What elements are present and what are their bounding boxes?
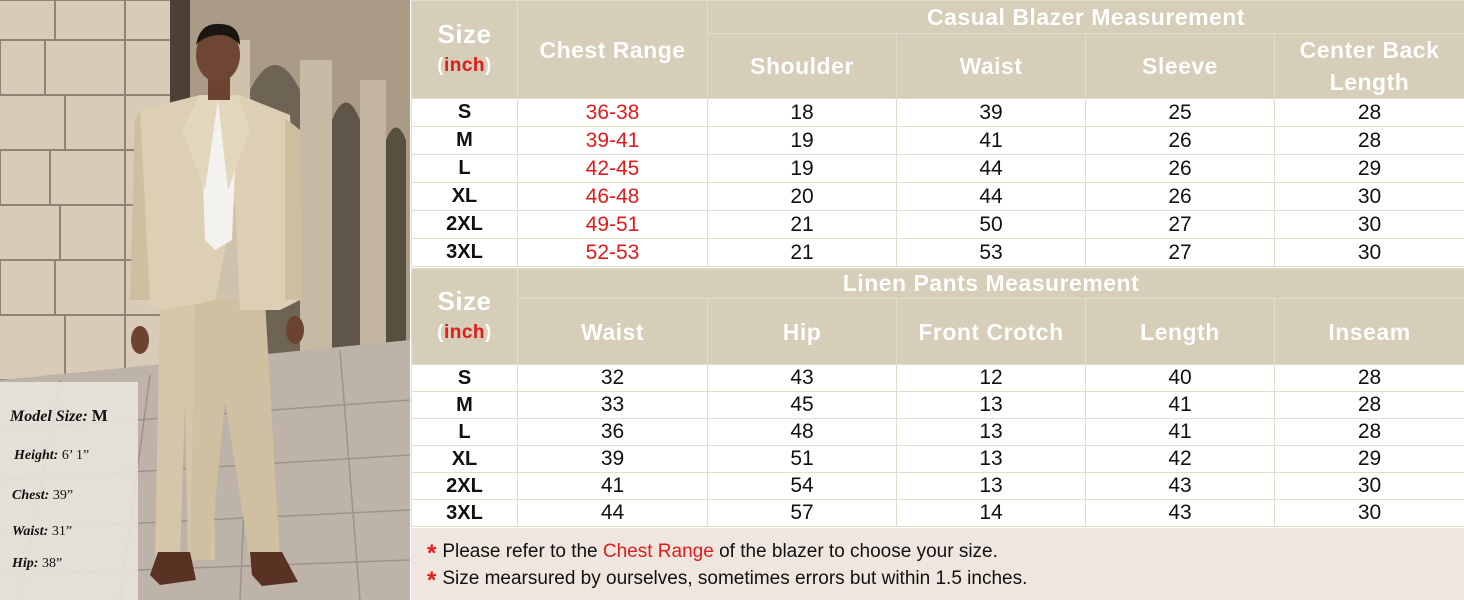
measurement-cell: 28: [1275, 99, 1464, 127]
measurement-cell: 18: [708, 99, 897, 127]
measurement-cell: 14: [897, 500, 1086, 527]
pants-header-inseam: Inseam: [1275, 299, 1464, 365]
table-row: [412, 365, 1464, 392]
measurement-cell: 43: [1086, 500, 1275, 527]
pants-header-waist: Waist: [518, 299, 708, 365]
size-cell: M: [412, 392, 518, 419]
measurement-cell: 39: [897, 99, 1086, 127]
size-cell: 3XL: [412, 239, 518, 267]
table-row: [412, 500, 1464, 527]
measurement-cell: 13: [897, 392, 1086, 419]
measurement-cell: 44: [897, 183, 1086, 211]
size-cell: XL: [412, 446, 518, 473]
measurement-cell: 42: [1086, 446, 1275, 473]
measurement-cell: 13: [897, 446, 1086, 473]
blazer-table-body: [412, 99, 1464, 267]
measurement-cell: 28: [1275, 419, 1464, 446]
measurement-cell: 41: [1086, 419, 1275, 446]
size-chart: [411, 0, 1464, 528]
measurement-cell: 57: [708, 500, 897, 527]
measurement-cell: 26: [1086, 127, 1275, 155]
table-row: [412, 211, 1464, 239]
measurement-cell: 21: [708, 211, 897, 239]
measurement-cell: 13: [897, 473, 1086, 500]
table-row: [412, 473, 1464, 500]
measurement-cell: 40: [1086, 365, 1275, 392]
size-cell: L: [412, 155, 518, 183]
measurement-cell: 39: [518, 446, 708, 473]
measurement-cell: 52-53: [518, 239, 708, 267]
table-row: [412, 155, 1464, 183]
measurement-cell: 54: [708, 473, 897, 500]
blazer-header-shoulder: Shoulder: [708, 34, 897, 99]
note-star-icon: *: [427, 567, 437, 594]
measurement-cell: 29: [1275, 155, 1464, 183]
measurement-cell: 44: [518, 500, 708, 527]
pants-size-unit: (inch): [437, 321, 492, 343]
size-cell: L: [412, 419, 518, 446]
model-photo: [0, 0, 410, 600]
size-cell: XL: [412, 183, 518, 211]
model-hip-label: Hip:: [12, 556, 39, 571]
size-cell: S: [412, 365, 518, 392]
blazer-size-header-label: Size: [437, 18, 492, 49]
measurement-cell: 29: [1275, 446, 1464, 473]
measurement-cell: 43: [1086, 473, 1275, 500]
note1-text-after: of the blazer to choose your size.: [713, 541, 998, 562]
model-size-row: [10, 406, 108, 426]
model-waist-label: Waist:: [12, 524, 49, 539]
note-star-icon: *: [427, 540, 437, 567]
measurement-cell: 27: [1086, 239, 1275, 267]
note1-highlight: Chest Range: [602, 541, 714, 562]
measurement-cell: 26: [1086, 183, 1275, 211]
table-row: [412, 99, 1464, 127]
table-row: [412, 127, 1464, 155]
model-waist-row: [12, 524, 72, 540]
measurement-cell: 20: [708, 183, 897, 211]
pants-header-hip: Hip: [708, 299, 897, 365]
measurement-cell: 30: [1275, 239, 1464, 267]
pants-table-body: [412, 365, 1464, 527]
measurement-cell: 43: [708, 365, 897, 392]
measurement-cell: 39-41: [518, 127, 708, 155]
measurement-cell: 41: [518, 473, 708, 500]
measurement-cell: 41: [897, 127, 1086, 155]
measurement-cell: 27: [1086, 211, 1275, 239]
blazer-size-table: [411, 0, 1464, 267]
measurement-cell: 30: [1275, 211, 1464, 239]
measurement-cell: 30: [1275, 183, 1464, 211]
pants-size-header-label: Size: [437, 285, 492, 316]
measurement-cell: 36-38: [518, 99, 708, 127]
model-height-value: 6’ 1”: [61, 448, 90, 463]
measurement-cell: 50: [897, 211, 1086, 239]
measurement-cell: 28: [1275, 392, 1464, 419]
note-chest-range: [427, 536, 998, 567]
model-waist-value: 31”: [51, 524, 73, 539]
blazer-group-title: Casual Blazer Measurement: [708, 1, 1464, 34]
size-cell: 2XL: [412, 473, 518, 500]
size-cell: M: [412, 127, 518, 155]
blazer-header-waist: Waist: [897, 34, 1086, 99]
measurement-cell: 28: [1275, 127, 1464, 155]
model-info-box: [0, 382, 138, 600]
model-hip-row: [12, 556, 62, 572]
table-row: [412, 239, 1464, 267]
measurement-cell: 21: [708, 239, 897, 267]
measurement-cell: 19: [708, 155, 897, 183]
measurement-cell: 51: [708, 446, 897, 473]
pants-group-title: Linen Pants Measurement: [518, 269, 1464, 299]
pants-unit-text: inch: [443, 321, 486, 343]
measurement-cell: 33: [518, 392, 708, 419]
blazer-size-header: [412, 1, 518, 99]
pants-header-front-crotch: Front Crotch: [897, 299, 1086, 365]
measurement-cell: 19: [708, 127, 897, 155]
model-height-row: [14, 448, 89, 464]
model-hip-value: 38”: [41, 556, 63, 571]
measurement-cell: 32: [518, 365, 708, 392]
model-size-label: Model Size:: [10, 408, 88, 425]
measurement-cell: 42-45: [518, 155, 708, 183]
size-cell: 2XL: [412, 211, 518, 239]
size-cell: 3XL: [412, 500, 518, 527]
model-chest-value: 39”: [52, 488, 74, 503]
size-notes: [411, 528, 1464, 600]
measurement-cell: 30: [1275, 473, 1464, 500]
measurement-cell: 30: [1275, 500, 1464, 527]
blazer-unit-text: inch: [443, 54, 486, 76]
measurement-cell: 45: [708, 392, 897, 419]
measurement-cell: 28: [1275, 365, 1464, 392]
table-row: [412, 392, 1464, 419]
model-chest-label: Chest:: [12, 488, 50, 503]
blazer-header-center-back-length: Center Back Length: [1275, 34, 1464, 99]
pants-size-header: [412, 269, 518, 365]
table-row: [412, 419, 1464, 446]
pants-header-length: Length: [1086, 299, 1275, 365]
table-row: [412, 183, 1464, 211]
size-cell: S: [412, 99, 518, 127]
model-chest-row: [12, 488, 73, 504]
measurement-cell: 13: [897, 419, 1086, 446]
measurement-cell: 44: [897, 155, 1086, 183]
note2-text: Size mearsured by ourselves, sometimes errors but within 1.5 inches.: [442, 568, 1028, 589]
measurement-cell: 46-48: [518, 183, 708, 211]
note1-text-before: Please refer to the: [442, 541, 603, 562]
blazer-header-sleeve: Sleeve: [1086, 34, 1275, 99]
measurement-cell: 53: [897, 239, 1086, 267]
blazer-size-unit: (inch): [437, 54, 492, 76]
measurement-cell: 26: [1086, 155, 1275, 183]
model-height-label: Height:: [14, 448, 59, 463]
note-measurement-error: [427, 563, 1028, 594]
measurement-cell: 49-51: [518, 211, 708, 239]
measurement-cell: 48: [708, 419, 897, 446]
measurement-cell: 41: [1086, 392, 1275, 419]
table-row: [412, 446, 1464, 473]
measurement-cell: 36: [518, 419, 708, 446]
model-size-value: M: [91, 406, 108, 425]
measurement-cell: 12: [897, 365, 1086, 392]
blazer-header-chest-range: Chest Range: [518, 1, 708, 99]
measurement-cell: 25: [1086, 99, 1275, 127]
pants-size-table: [411, 268, 1464, 527]
